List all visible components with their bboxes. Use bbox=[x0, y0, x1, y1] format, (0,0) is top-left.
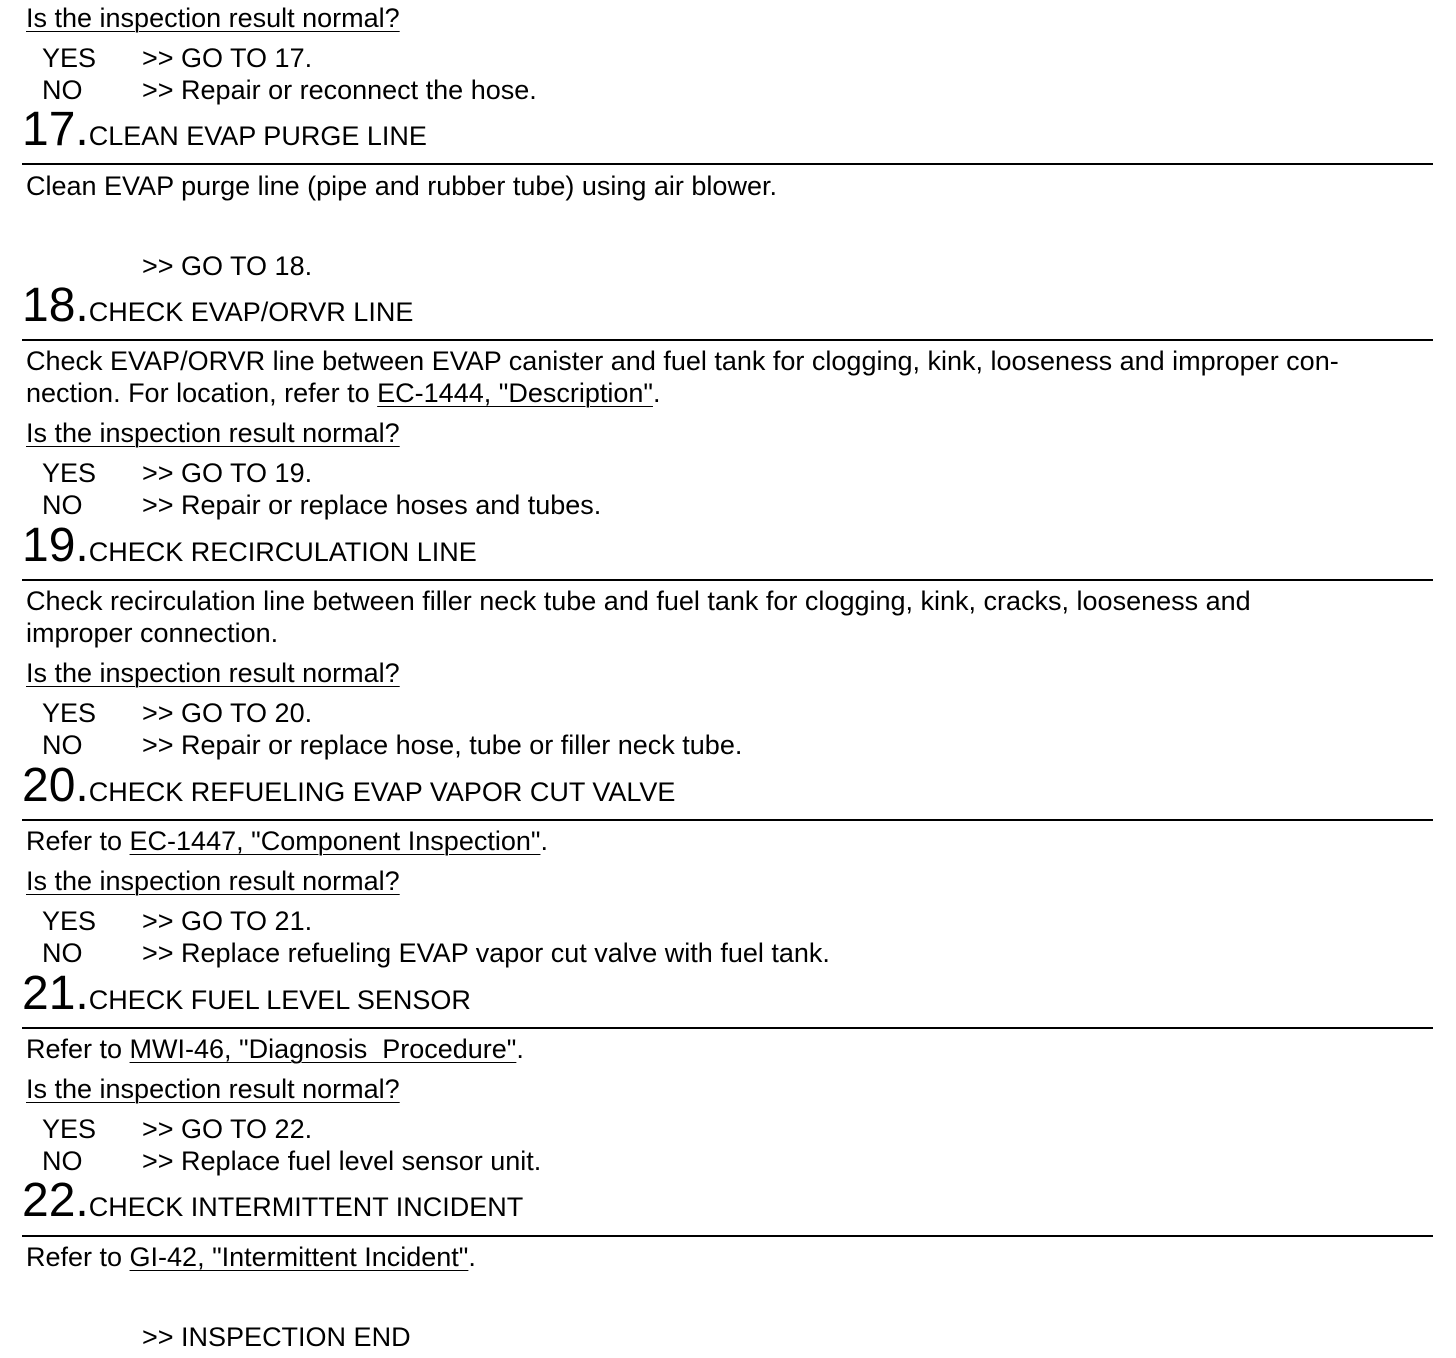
ec-1447-link[interactable]: EC-1447, "Component Inspection" bbox=[129, 826, 541, 856]
step-22-heading bbox=[22, 1174, 524, 1227]
inspection-question: Is the inspection result normal? bbox=[26, 658, 400, 688]
ec-1444-link[interactable]: EC-1444, "Description" bbox=[377, 378, 653, 408]
section-divider bbox=[22, 1235, 1433, 1237]
no-label: NO bbox=[42, 490, 83, 520]
yes-action: >> GO TO 17. bbox=[142, 43, 313, 73]
body-text: . bbox=[540, 826, 548, 856]
step-18-body-line2 bbox=[26, 377, 660, 409]
body-text: Refer to bbox=[26, 1034, 130, 1064]
mwi-46-link[interactable]: MWI-46, "Diagnosis Procedure" bbox=[129, 1034, 517, 1064]
gi-42-link[interactable]: GI-42, "Intermittent Incident" bbox=[129, 1242, 469, 1272]
step-number: 17. bbox=[22, 103, 89, 156]
body-text: . bbox=[516, 1034, 524, 1064]
no-label: NO bbox=[42, 938, 83, 968]
body-text: nection. For location, refer to bbox=[26, 378, 378, 408]
step-19-body-line2: improper connection. bbox=[26, 618, 279, 648]
yes-action: >> GO TO 19. bbox=[142, 458, 313, 488]
step-18-body-line1: Check EVAP/ORVR line between EVAP canister and fuel tank for clogging, kink, looseness and improper con- bbox=[26, 346, 1339, 376]
yes-label: YES bbox=[42, 43, 97, 73]
step-number: 18. bbox=[22, 279, 89, 332]
no-label: NO bbox=[42, 1146, 83, 1176]
section-divider bbox=[22, 819, 1433, 821]
step-21-heading bbox=[22, 967, 471, 1020]
yes-label: YES bbox=[42, 1114, 97, 1144]
yes-action: >> GO TO 21. bbox=[142, 906, 313, 936]
body-text: . bbox=[652, 378, 661, 408]
inspection-question: Is the inspection result normal? bbox=[26, 1074, 400, 1104]
step-17-next: >> GO TO 18. bbox=[142, 251, 313, 281]
section-divider bbox=[22, 339, 1433, 341]
no-label: NO bbox=[42, 75, 83, 105]
step-17-body: Clean EVAP purge line (pipe and rubber tube) using air blower. bbox=[26, 171, 777, 201]
body-text: . bbox=[468, 1242, 476, 1272]
step-20-body bbox=[26, 825, 548, 857]
no-label: NO bbox=[42, 730, 83, 760]
yes-label: YES bbox=[42, 458, 97, 488]
step-19-body-line1: Check recirculation line between filler neck tube and fuel tank for clogging, kink, cracks, looseness and bbox=[26, 586, 1251, 616]
no-action: >> Replace refueling EVAP vapor cut valve with fuel tank. bbox=[142, 938, 830, 968]
step-title: CLEAN EVAP PURGE LINE bbox=[88, 121, 427, 151]
body-text: Refer to bbox=[26, 826, 130, 856]
step-19-heading bbox=[22, 519, 477, 572]
yes-label: YES bbox=[42, 698, 97, 728]
step-title: CHECK RECIRCULATION LINE bbox=[88, 537, 477, 567]
section-divider bbox=[22, 163, 1433, 165]
step-title: CHECK EVAP/ORVR LINE bbox=[88, 297, 414, 327]
section-divider bbox=[22, 579, 1433, 581]
step-title: CHECK FUEL LEVEL SENSOR bbox=[88, 985, 471, 1015]
no-action: >> Repair or reconnect the hose. bbox=[142, 75, 537, 105]
step-22-body bbox=[26, 1241, 476, 1273]
step-title: CHECK REFUELING EVAP VAPOR CUT VALVE bbox=[88, 777, 676, 807]
step-number: 21. bbox=[22, 967, 89, 1020]
inspection-end: >> INSPECTION END bbox=[142, 1322, 411, 1352]
step-number: 20. bbox=[22, 759, 89, 812]
no-action: >> Repair or replace hoses and tubes. bbox=[142, 490, 602, 520]
step-21-body bbox=[26, 1033, 524, 1065]
step-number: 19. bbox=[22, 519, 89, 572]
no-action: >> Repair or replace hose, tube or filler neck tube. bbox=[142, 730, 743, 760]
inspection-question: Is the inspection result normal? bbox=[26, 866, 400, 896]
inspection-question: Is the inspection result normal? bbox=[26, 418, 400, 448]
step-17-heading bbox=[22, 103, 427, 156]
body-text: Refer to bbox=[26, 1242, 130, 1272]
yes-label: YES bbox=[42, 906, 97, 936]
step-number: 22. bbox=[22, 1174, 89, 1227]
yes-action: >> GO TO 20. bbox=[142, 698, 313, 728]
step-20-heading bbox=[22, 759, 676, 812]
yes-action: >> GO TO 22. bbox=[142, 1114, 313, 1144]
no-action: >> Replace fuel level sensor unit. bbox=[142, 1146, 542, 1176]
inspection-question: Is the inspection result normal? bbox=[26, 3, 400, 33]
step-title: CHECK INTERMITTENT INCIDENT bbox=[88, 1192, 524, 1222]
section-divider bbox=[22, 1027, 1433, 1029]
step-18-heading bbox=[22, 279, 414, 332]
